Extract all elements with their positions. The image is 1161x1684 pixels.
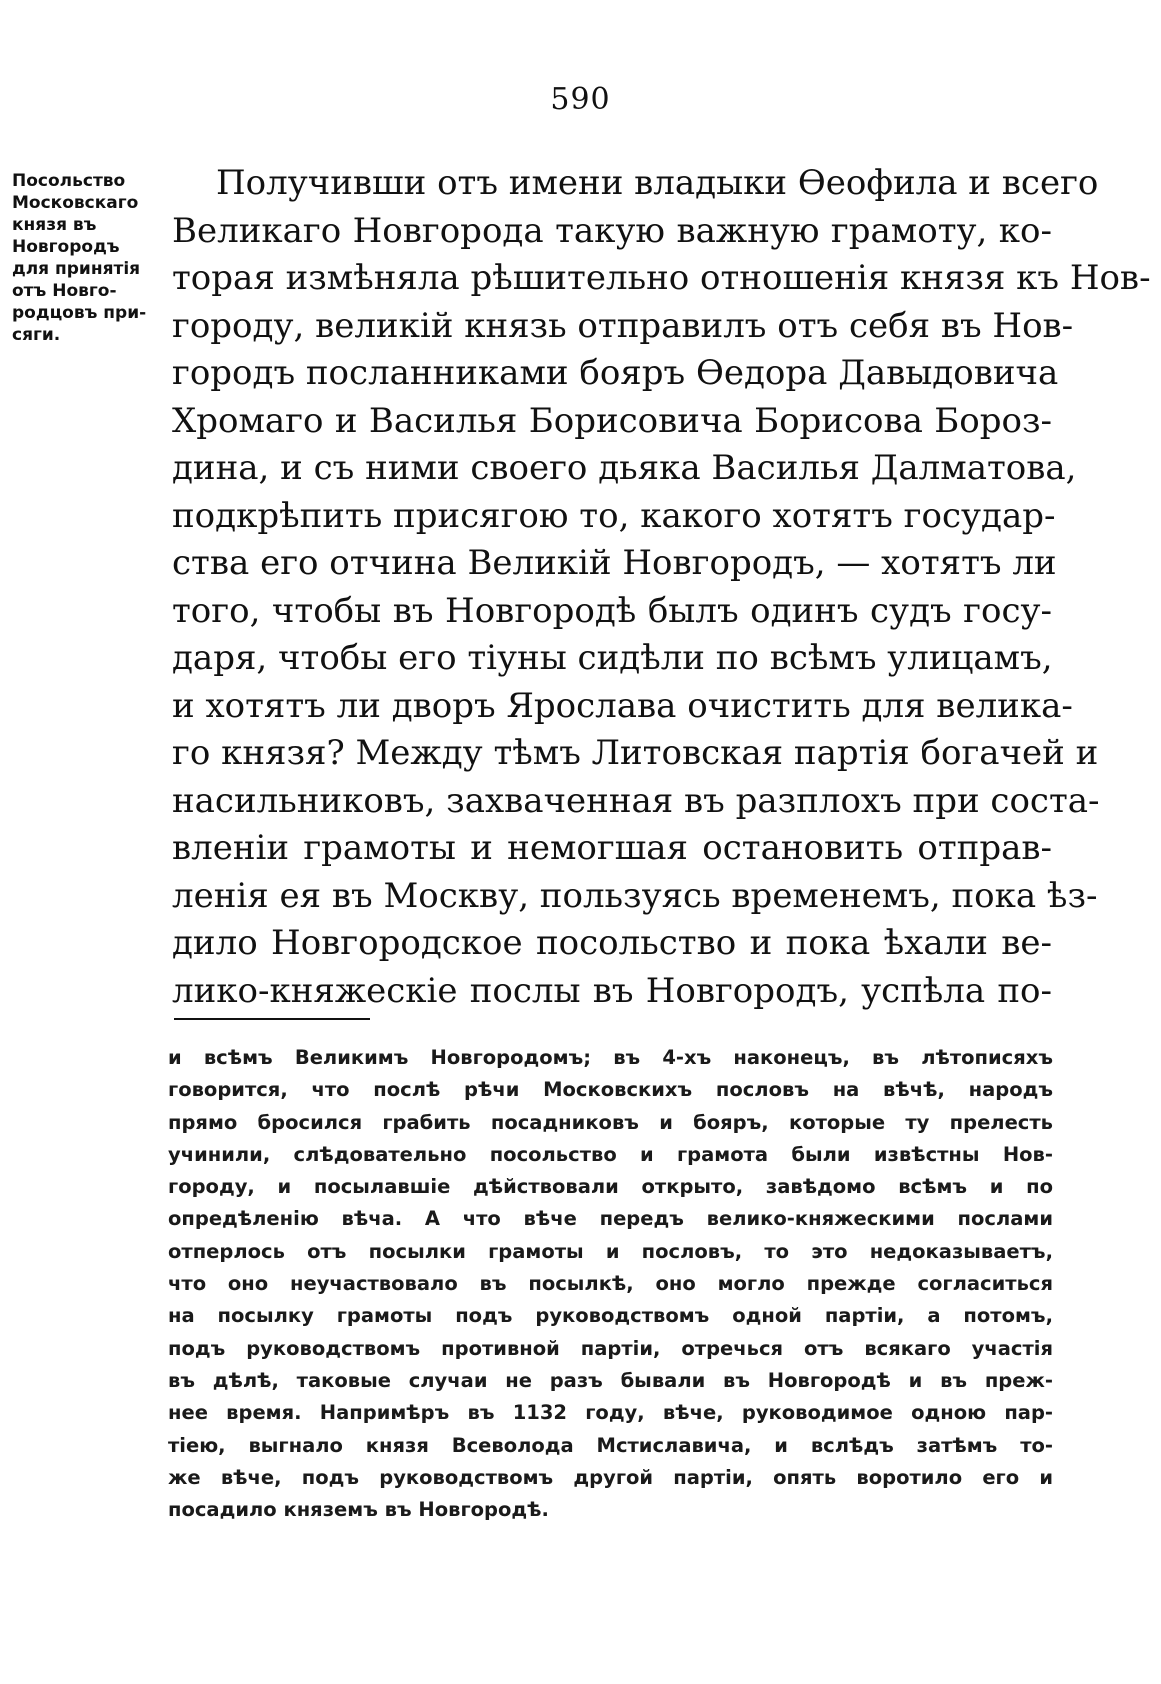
footnote-line: опредѣленію вѣча. А что вѣче передъ велико-княжескими послами <box>168 1207 1053 1231</box>
footnote-line: прямо бросился грабить посадниковъ и бояръ, которые ту прелесть <box>168 1110 1053 1134</box>
margin-note-line: Посольство <box>12 171 126 191</box>
footnote-line: что оно неучаствовало въ посылкѣ, оно могло прежде согласиться <box>168 1272 1053 1296</box>
footnote-line: тіею, выгнало князя Всеволода Мстиславича, и вслѣдъ затѣмъ то- <box>168 1433 1053 1457</box>
text-line: ства его отчина Великій Новгородъ, — хотятъ ли <box>172 543 1057 583</box>
margin-note-line: Московскаго <box>12 193 139 213</box>
text-line: того, чтобы въ Новгородѣ былъ одинъ судъ госу- <box>172 590 1052 631</box>
margin-note-line: родцовъ при- <box>12 303 147 323</box>
text-line: лико-княжескіе послы въ Новгородъ, успѣла по- <box>172 970 1052 1011</box>
text-line: подкрѣпить присягою то, какого хотятъ государ- <box>172 495 1056 536</box>
footnote <box>168 1042 1053 1526</box>
text-line: и хотятъ ли дворъ Ярослава очистить для велика- <box>172 685 1073 726</box>
margin-note-line: для принятія <box>12 259 141 279</box>
footnote-line: подъ руководствомъ противной партіи, отречься отъ всякаго участія <box>168 1336 1053 1360</box>
text-line: насильниковъ, захваченная въ разплохъ при соста- <box>172 780 1100 821</box>
footnote-line: въ дѣлѣ, таковые случаи не разъ бывали въ Новгородѣ и въ преж- <box>168 1368 1053 1392</box>
text-line: Великаго Новгорода такую важную грамоту, ко- <box>172 210 1052 251</box>
footnote-line: же вѣче, подъ руководствомъ другой партіи, опять воротило его и <box>168 1465 1053 1489</box>
footnote-line: учинили, слѣдовательно посольство и грамота были извѣстны Нов- <box>168 1142 1053 1166</box>
text-line: дило Новгородское посольство и пока ѣхали ве- <box>172 923 1052 963</box>
footnote-line: отперлось отъ посылки грамоты и пословъ, то это недоказываетъ, <box>168 1239 1053 1263</box>
text-line: торая измѣняла рѣшительно отношенія князя къ Нов- <box>172 258 1151 298</box>
margin-note-line: Новгородъ <box>12 237 120 257</box>
margin-note-line: князя въ <box>12 215 97 235</box>
text-line: ленія ея въ Москву, пользуясь временемъ, пока ѣз- <box>172 875 1098 916</box>
margin-note <box>12 170 172 346</box>
text-line: городъ посланниками бояръ Ѳедора Давыдовича <box>172 353 1059 393</box>
text-line: даря, чтобы его тіуны сидѣли по всѣмъ улицамъ, <box>172 638 1053 678</box>
main-text <box>172 160 1151 1015</box>
footnote-line: городу, и посылавшіе дѣйствовали открыто, завѣдомо всѣмъ и по <box>168 1175 1053 1199</box>
text-line: дина, и съ ними своего дьяка Василья Далматова, <box>172 448 1077 488</box>
text-line: го князя? Между тѣмъ Литовская партія богачей и <box>172 733 1099 773</box>
text-line: Получивши отъ имени владыки Ѳеофила и всего <box>216 163 1099 203</box>
footnote-line: на посылку грамоты подъ руководствомъ одной партіи, а потомъ, <box>168 1304 1053 1328</box>
margin-note-line: сяги. <box>12 325 61 345</box>
footnote-line: говорится, что послѣ рѣчи Московскихъ пословъ на вѣчѣ, народъ <box>168 1078 1053 1102</box>
text-line: городу, великій князь отправилъ отъ себя въ Нов- <box>172 305 1074 346</box>
text-line: Хромаго и Василья Борисовича Борисова Бороз- <box>172 400 1052 441</box>
margin-note-line: отъ Новго- <box>12 281 117 301</box>
footnote-line: нее время. Напримѣръ въ 1132 году, вѣче, руководимое одною пар- <box>168 1401 1053 1425</box>
text-line: вленіи грамоты и немогшая остановить отправ- <box>172 828 1052 868</box>
footnote-line: посадило княземъ въ Новгородѣ. <box>168 1498 549 1522</box>
footnote-line: и всѣмъ Великимъ Новгородомъ; въ 4-хъ наконецъ, въ лѣтописяхъ <box>168 1046 1053 1069</box>
footnote-divider <box>174 1018 370 1020</box>
page-number: 590 <box>550 82 611 117</box>
